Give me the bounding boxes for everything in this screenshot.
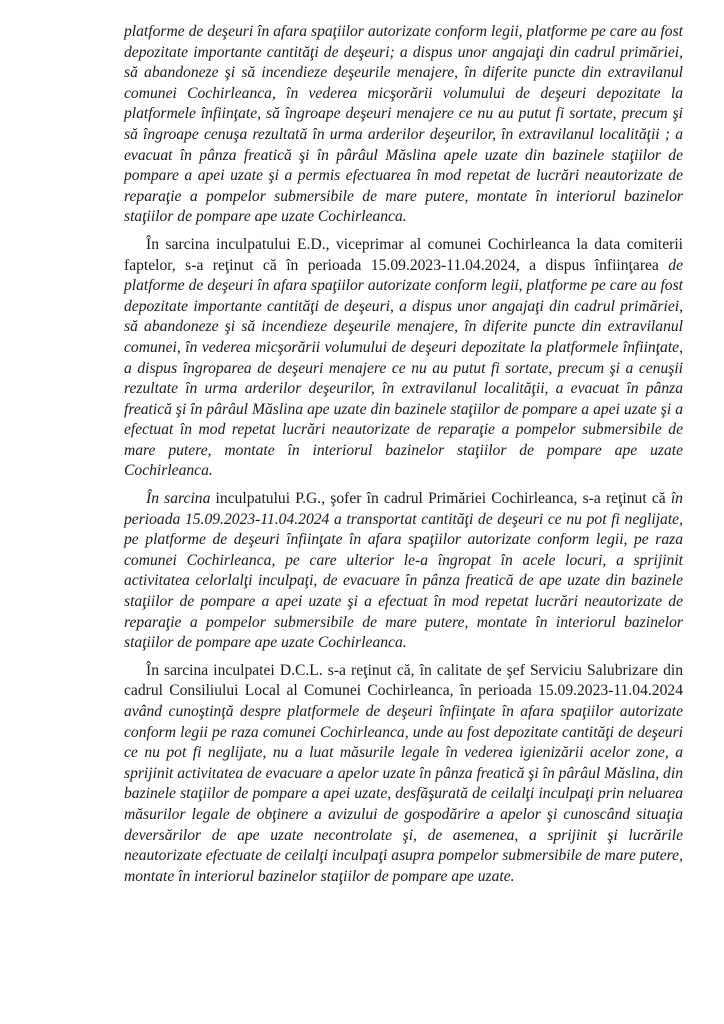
paragraph-text: în perioada 15.09.2023-11.04.2024 a transportat cantităţi de deşeuri ce nu pot fi neglijate, pe platforme de deşeuri înfiinţate în afara spaţiilor autorizate conform legii, pe raza comunei Cochirleanca, pe care ulterior le-a îngropat în acele locuri, a sprijinit activitatea celorlalţi inculpaţi, de evacuare în pânza freatică de ape uzate din bazinele staţiilor de pompare a apei uzate şi a efectuat în mod repetat lucrări neautorizate de reparaţie a pompelor submersibile de mare putere, montate în interiorul bazinelor staţiilor de pompare ape uzate Cochirleanca. bbox=[124, 490, 683, 652]
paragraph-pg bbox=[124, 489, 683, 654]
paragraph-text: platforme de deşeuri în afara spaţiilor autorizate conform legii, platforme pe care au fost depozitate importante cantităţi de deşeuri; a dispus unor angajaţi din cadrul primăriei, să abandoneze şi să incendieze deşeurile menajere, în diferite puncte din extravilanul comunei Cochirleanca, în vederea micşorării volumului de deşeuri depozitate la platformele înfiinţate, să îngroape deşeuri menajere ce nu au putut fi sortate, precum şi să îngroape cenuşa rezultată în urma arderilor deşeurilor, în extravilanul localităţii ; a evacuat în pânza freatică şi în pârâul Măslina apele uzate din bazinele staţiilor de pompare a apei uzate şi a permis efectuarea în mod repetat de lucrări neautorizate de reparaţie a pompelor submersibile de mare putere, montate în interiorul bazinelor staţiilor de pompare ape uzate Cochirleanca. bbox=[124, 23, 683, 226]
paragraph-text: inculpatului P.G., şofer în cadrul Primăriei Cochirleanca, s-a reţinut că bbox=[215, 490, 671, 508]
paragraph-continuation bbox=[124, 22, 683, 228]
paragraph-text: În sarcina bbox=[146, 490, 216, 508]
document-page bbox=[124, 22, 683, 894]
paragraph-ed bbox=[124, 235, 683, 482]
paragraph-dcl bbox=[124, 661, 683, 888]
paragraph-text: În sarcina inculpatei D.C.L. s-a reţinut că, în calitate de şef Serviciu Salubrizare din cadrul Consiliului Local al Comunei Cochirleanca, în perioada 15.09.2023-11.04.2024 bbox=[124, 661, 683, 700]
paragraph-text: În sarcina inculpatului E.D., viceprimar al comunei Cochirleanca la data comiterii faptelor, s-a reţinut că în perioada 15.09.2023-11.04.2024, a dispus înfiinţarea bbox=[124, 235, 683, 274]
paragraph-text: având cunoştinţă despre platformele de deşeuri înfiinţate în afara spaţiilor autorizate conform legii pe raza comunei Cochirleanca, unde au fost depozitate cantităţi de deşeuri ce nu pot fi neglijate, nu a luat măsurile legale în vederea igienizării acelor zone, a sprijinit activitatea de evacuare a apelor uzate în pânza freatică şi în pârâul Măslina, din bazinele staţiilor de pompare a apei uzate, desfăşurată de ceilalţi inculpaţi prin neluarea măsurilor legale de obţinere a avizului de gospodărire a apelor şi cunoscând situaţia deversărilor de ape uzate necontrolate şi, de asemenea, a sprijinit şi lucrările neautorizate efectuate de ceilalţi inculpaţi asupra pompelor submersibile de mare putere, montate în interiorul bazinelor staţiilor de pompare ape uzate. bbox=[124, 703, 683, 885]
paragraph-text: de platforme de deşeuri în afara spaţiilor autorizate conform legii, platforme pe care au fost depozitate importante cantităţi de deşeuri, a dispus unor angajaţi din cadrul primăriei, să abandoneze şi să incendieze deşeurile menajere, în diferite puncte din extravilanul comunei, în vederea micşorării volumului de deşeuri depozitate la platformele înfiinţate, a dispus îngroparea de deşeuri menajere ce nu au putut fi sortate, precum şi a cenuşii rezultate în urma arderilor deşeurilor, în extravilanul localităţii, a evacuat în pânza freatică şi în pârâul Măslina ape uzate din bazinele staţiilor de pompare a apei uzate şi a efectuat în mod repetat lucrări neautorizate de reparaţie a pompelor submersibile de mare putere, montate în interiorul bazinelor staţiilor de pompare ape uzate Cochirleanca. bbox=[124, 256, 683, 480]
